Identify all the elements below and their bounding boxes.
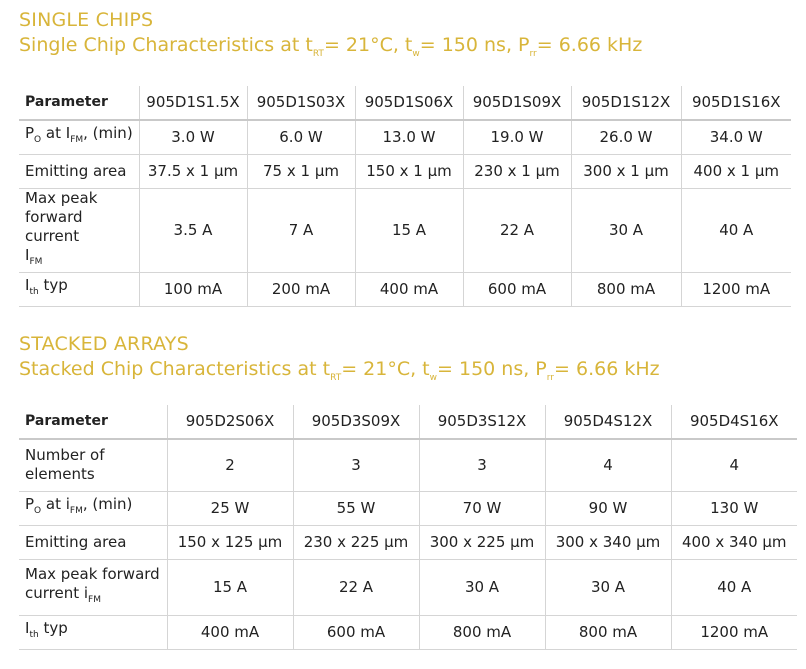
- table-cell: 400 mA: [355, 272, 463, 306]
- table-cell: 15 A: [355, 188, 463, 272]
- table-cell: 400 x 340 μm: [671, 525, 797, 559]
- stacked-arrays-table: [19, 405, 797, 650]
- table-cell: 26.0 W: [571, 120, 681, 154]
- column-header: Parameter: [19, 405, 167, 439]
- table-cell: 22 A: [293, 559, 419, 615]
- table-cell: 75 x 1 μm: [247, 154, 355, 188]
- table-cell: 3: [293, 439, 419, 491]
- table-header-row: [19, 86, 791, 120]
- table-cell: 4: [671, 439, 797, 491]
- table-cell: 300 x 1 μm: [571, 154, 681, 188]
- single-chips-subtitle: Single Chip Characteristics at $t_{RT}= 21^\circ C$, $t_w= 150$ ns, $P_{rr}= 6.66$ kHz: [19, 34, 643, 59]
- column-header: 905D2S06X: [167, 405, 293, 439]
- column-header: 905D1S03X: [247, 86, 355, 120]
- table-cell: 22 A: [463, 188, 571, 272]
- table-cell: 3: [419, 439, 545, 491]
- table-cell: 34.0 W: [681, 120, 791, 154]
- table-cell: 90 W: [545, 491, 671, 525]
- table-cell: 37.5 x 1 μm: [139, 154, 247, 188]
- row-label: Number of elements: [19, 439, 167, 491]
- table-row: [19, 154, 791, 188]
- column-header: 905D4S12X: [545, 405, 671, 439]
- table-row: [19, 615, 797, 649]
- table-cell: 300 x 340 μm: [545, 525, 671, 559]
- column-header: 905D1S06X: [355, 86, 463, 120]
- table-cell: 230 x 225 μm: [293, 525, 419, 559]
- single-chips-title: SINGLE CHIPS: [19, 9, 154, 31]
- table-cell: 30 A: [419, 559, 545, 615]
- table-row: [19, 559, 797, 615]
- row-label: $P_O$ at $I_{FM}$, (min): [19, 120, 139, 154]
- table-cell: 800 mA: [571, 272, 681, 306]
- column-header: 905D1S12X: [571, 86, 681, 120]
- stacked-arrays-subtitle: Stacked Chip Characteristics at $t_{RT}= 21^\circ C$, $t_w= 150$ ns, $P_{rr}= 6.66$ kHz: [19, 358, 660, 383]
- row-label: Max peak forward current $i_{FM}$: [19, 559, 167, 615]
- table-cell: 300 x 225 μm: [419, 525, 545, 559]
- table-cell: 400 mA: [167, 615, 293, 649]
- table-row: [19, 120, 791, 154]
- table-cell: 1200 mA: [671, 615, 797, 649]
- table-cell: 1200 mA: [681, 272, 791, 306]
- table-cell: 30 A: [571, 188, 681, 272]
- stacked-arrays-title: STACKED ARRAYS: [19, 333, 189, 355]
- row-label: Emitting area: [19, 154, 139, 188]
- table-cell: 30 A: [545, 559, 671, 615]
- table-cell: 6.0 W: [247, 120, 355, 154]
- row-label: Emitting area: [19, 525, 167, 559]
- table-cell: 3.0 W: [139, 120, 247, 154]
- row-label: $P_O$ at $i_{FM}$, (min): [19, 491, 167, 525]
- table-cell: 600 mA: [463, 272, 571, 306]
- row-label: $I_{th}$ typ: [19, 272, 139, 306]
- table-cell: 200 mA: [247, 272, 355, 306]
- table-cell: 15 A: [167, 559, 293, 615]
- table-cell: 40 A: [681, 188, 791, 272]
- column-header: 905D3S09X: [293, 405, 419, 439]
- table-row: [19, 272, 791, 306]
- table-cell: 230 x 1 μm: [463, 154, 571, 188]
- table-cell: 40 A: [671, 559, 797, 615]
- table-cell: 150 x 1 μm: [355, 154, 463, 188]
- column-header: Parameter: [19, 86, 139, 120]
- table-cell: 100 mA: [139, 272, 247, 306]
- table-cell: 130 W: [671, 491, 797, 525]
- table-cell: 800 mA: [419, 615, 545, 649]
- table-cell: 600 mA: [293, 615, 419, 649]
- table-cell: 2: [167, 439, 293, 491]
- table-cell: 55 W: [293, 491, 419, 525]
- table-row: [19, 525, 797, 559]
- row-label: $I_{th}$ typ: [19, 615, 167, 649]
- table-row: [19, 491, 797, 525]
- table-cell: 400 x 1 μm: [681, 154, 791, 188]
- table-header-row: [19, 405, 797, 439]
- column-header: 905D3S12X: [419, 405, 545, 439]
- row-label: Max peak forward current $I_{FM}$: [19, 188, 139, 272]
- table-cell: 800 mA: [545, 615, 671, 649]
- column-header: 905D1S16X: [681, 86, 791, 120]
- table-row: [19, 439, 797, 491]
- table-cell: 4: [545, 439, 671, 491]
- table-cell: 25 W: [167, 491, 293, 525]
- column-header: 905D4S16X: [671, 405, 797, 439]
- table-cell: 150 x 125 μm: [167, 525, 293, 559]
- column-header: 905D1S1.5X: [139, 86, 247, 120]
- table-cell: 7 A: [247, 188, 355, 272]
- table-cell: 13.0 W: [355, 120, 463, 154]
- table-cell: 19.0 W: [463, 120, 571, 154]
- single-chips-table: [19, 86, 791, 307]
- table-cell: 3.5 A: [139, 188, 247, 272]
- table-cell: 70 W: [419, 491, 545, 525]
- column-header: 905D1S09X: [463, 86, 571, 120]
- table-row: [19, 188, 791, 272]
